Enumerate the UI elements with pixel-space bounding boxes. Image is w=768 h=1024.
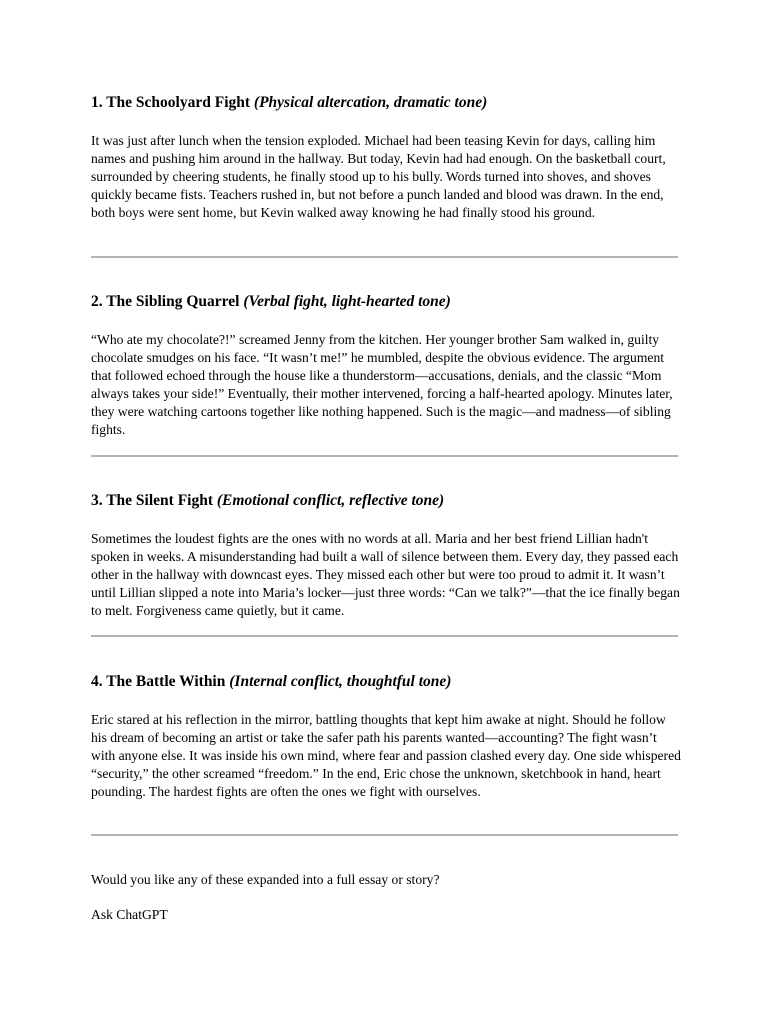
- section-heading: [91, 93, 678, 113]
- section-heading: [91, 672, 678, 692]
- section-body: Sometimes the loudest fights are the ones with no words at all. Maria and her best friend Lillian hadn't spoken in weeks. A misunderstanding had built a wall of silence between them. Every day, they passed each other in the hallway with downcast eyes. They missed each other but were too proud to admit it. It wasn’t until Lillian slipped a note into Maria’s locker—just three words: “Can we talk?”—that the ice finally began to melt. Forgiveness came quietly, but it came.: [91, 531, 680, 619]
- section-tone: (Internal conflict, thoughtful tone): [229, 673, 452, 690]
- section-title: 4. The Battle Within: [91, 673, 226, 690]
- section-divider: [91, 455, 678, 457]
- story-section-3: [91, 491, 680, 619]
- story-section-1: [91, 93, 678, 221]
- section-tone: (Emotional conflict, reflective tone): [216, 492, 445, 509]
- story-section-4: [91, 672, 681, 800]
- closing-question: Would you like any of these expanded into a full essay or story?: [91, 872, 440, 887]
- section-title: 3. The Silent Fight: [91, 492, 214, 509]
- section-heading: [91, 292, 678, 312]
- section-tone: (Physical altercation, dramatic tone): [253, 94, 488, 111]
- section-tone: (Verbal fight, light-hearted tone): [243, 293, 451, 310]
- section-body: Eric stared at his reflection in the mirror, battling thoughts that kept him awake at night. Should he follow his dream of becoming an artist or take the safer path his parents wanted—accounting? The fight wasn’t with anyone else. It was inside his own mind, where fear and passion clashed every day. One side whispered “security,” the other screamed “freedom.” In the end, Eric chose the unknown, sketchbook in hand, heart pounding. The hardest fights are often the ones we fight with ourselves.: [91, 712, 681, 800]
- section-body: It was just after lunch when the tension exploded. Michael had been teasing Kevin for days, calling him names and pushing him around in the hallway. But today, Kevin had had enough. On the basketball court, surrounded by cheering students, he finally stood up to his bully. Words turned into shoves, and shoves quickly became fists. Teachers rushed in, but not before a punch landed and blood was drawn. In the end, both boys were sent home, but Kevin walked away knowing he had finally stood his ground.: [91, 133, 666, 221]
- section-body: “Who ate my chocolate?!” screamed Jenny from the kitchen. Her younger brother Sam walked in, guilty chocolate smudges on his face. “It wasn’t me!” he mumbled, despite the obvious evidence. The argument that followed echoed through the house like a thunderstorm—accusations, denials, and the classic “Mom always takes your side!” Eventually, their mother intervened, forcing a half-hearted apology. Minutes later, they were watching cartoons together like nothing happened. Such is the magic—and madness—of sibling fights.: [91, 332, 673, 438]
- ask-chatgpt-label: Ask ChatGPT: [91, 907, 168, 922]
- section-heading: [91, 491, 678, 511]
- section-title: 1. The Schoolyard Fight: [91, 94, 251, 111]
- section-divider: [91, 635, 678, 637]
- story-section-2: [91, 292, 678, 438]
- section-title: 2. The Sibling Quarrel: [91, 293, 240, 310]
- section-divider: [91, 834, 678, 836]
- section-divider: [91, 256, 678, 258]
